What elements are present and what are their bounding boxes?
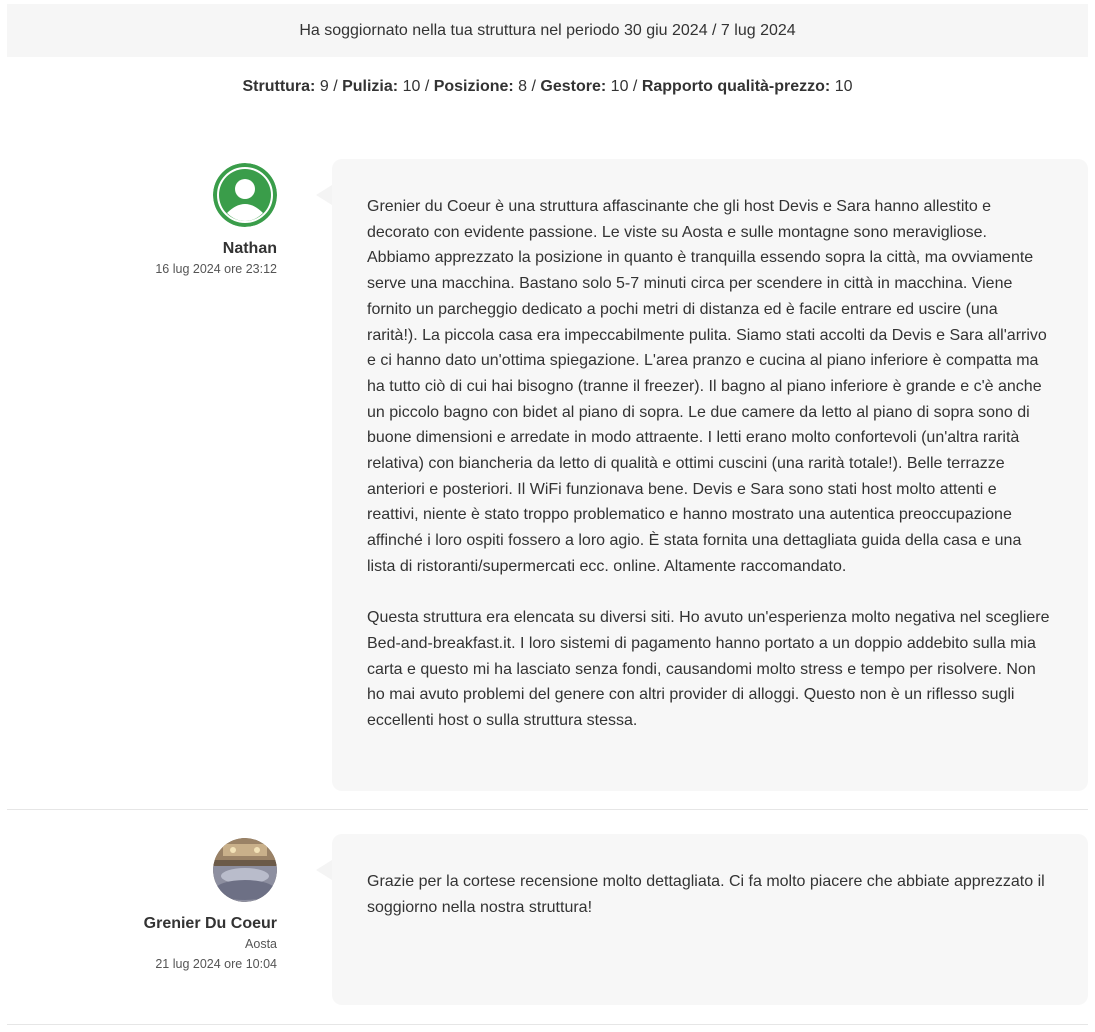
score-label-structure: Struttura: [242, 78, 316, 95]
review-body [332, 159, 1088, 791]
reply-divider [7, 1024, 1088, 1025]
user-icon [213, 163, 277, 227]
score-value-location: 8 [518, 78, 528, 95]
review-date: 16 lug 2024 ore 23:12 [155, 262, 277, 276]
reply-date: 21 lug 2024 ore 10:04 [155, 957, 277, 971]
reply-body [332, 834, 1088, 1005]
score-label-value: Rapporto qualità-prezzo: [641, 78, 831, 95]
score-label-host: Gestore: [540, 78, 607, 95]
stay-period-banner [7, 4, 1088, 57]
score-label-location: Posizione: [433, 78, 514, 95]
score-separator: / [632, 78, 642, 95]
reply-author-name: Grenier Du Coeur [143, 915, 277, 932]
score-label-cleanliness: Pulizia: [342, 78, 399, 95]
review-divider [7, 809, 1088, 810]
review-paragraph: Questa struttura era elencata su diversi siti. Ho avuto un'esperienza molto negativa nel scegliere Bed-and-breakfast.it. I loro sistemi di pagamento hanno portato a un doppio addebito sulla mia carta e questo mi ha lasciato senza fondi, causandomi molto stress e tempo per risolvere. Non ho mai avuto problemi del genere con altri provider di alloggi. Questo non è un riflesso sugli eccellenti host o sulla struttura stessa. [367, 609, 1050, 730]
reply-text: Grazie per la cortese recensione molto dettagliata. Ci fa molto piacere che abbiate apprezzato il soggiorno nella nostra struttura! [367, 873, 1045, 916]
review-author-name: Nathan [222, 240, 277, 257]
score-separator: / [531, 78, 541, 95]
review-author [155, 163, 277, 279]
score-value-host: 10 [610, 78, 629, 95]
score-separator: / [333, 78, 343, 95]
score-separator: / [424, 78, 434, 95]
score-value-cleanliness: 10 [402, 78, 421, 95]
score-value-structure: 9 [319, 78, 329, 95]
stay-period-text: Ha soggiornato nella tua struttura nel periodo 30 giu 2024 / 7 lug 2024 [299, 21, 796, 39]
ratings-summary [0, 76, 1095, 98]
review-paragraph: Grenier du Coeur è una struttura affascinante che gli host Devis e Sara hanno allestito e decorato con evidente passione. Le viste su Aosta e sulle montagne sono meravigliose. Abbiamo apprezzato la posizione in quanto è tranquilla essendo sopra la città, ma ovviamente serve una macchina. Bastano solo 5-7 minuti circa per scendere in città in macchina. Viene fornito un parcheggio dedicato a pochi metri di distanza ed è facile entrare ed uscire (una rarità!). La piccola casa era impeccabilmente pulita. Siamo stati accolti da Devis e Sara all'arrivo e ci hanno dato un'ottima spiegazione. L'area pranzo e cucina al piano inferiore è compatta ma ha tutto ciò di cui hai bisogno (tranne il freezer). Il bagno al piano inferiore è grande e c'è anche un piccolo bagno con bidet al piano di sopra. Le due camere da letto al piano di sopra sono di buone dimensioni e arredate in modo attraente. I letti erano molto confortevoli (un'altra rarità relativa) con biancheria da letto di qualità e ottimi cuscini (una rarità totale!). Belle terrazze anteriori e posteriori. Il WiFi funzionava bene. Devis e Sara sono stati host molto attenti e reattivi, niente è stato troppo problematico e hanno mostrato una autentica preoccupazione affinché i loro ospiti fossero a loro agio. È stata fornita una dettagliata guida della casa e una lista di ristoranti/supermercati ecc. online. Altamente raccomandato. [367, 198, 1047, 575]
reply-author [144, 838, 277, 974]
host-photo-icon [213, 838, 277, 902]
score-value-value: 10 [834, 78, 853, 95]
reply-location: Aosta [245, 937, 277, 951]
